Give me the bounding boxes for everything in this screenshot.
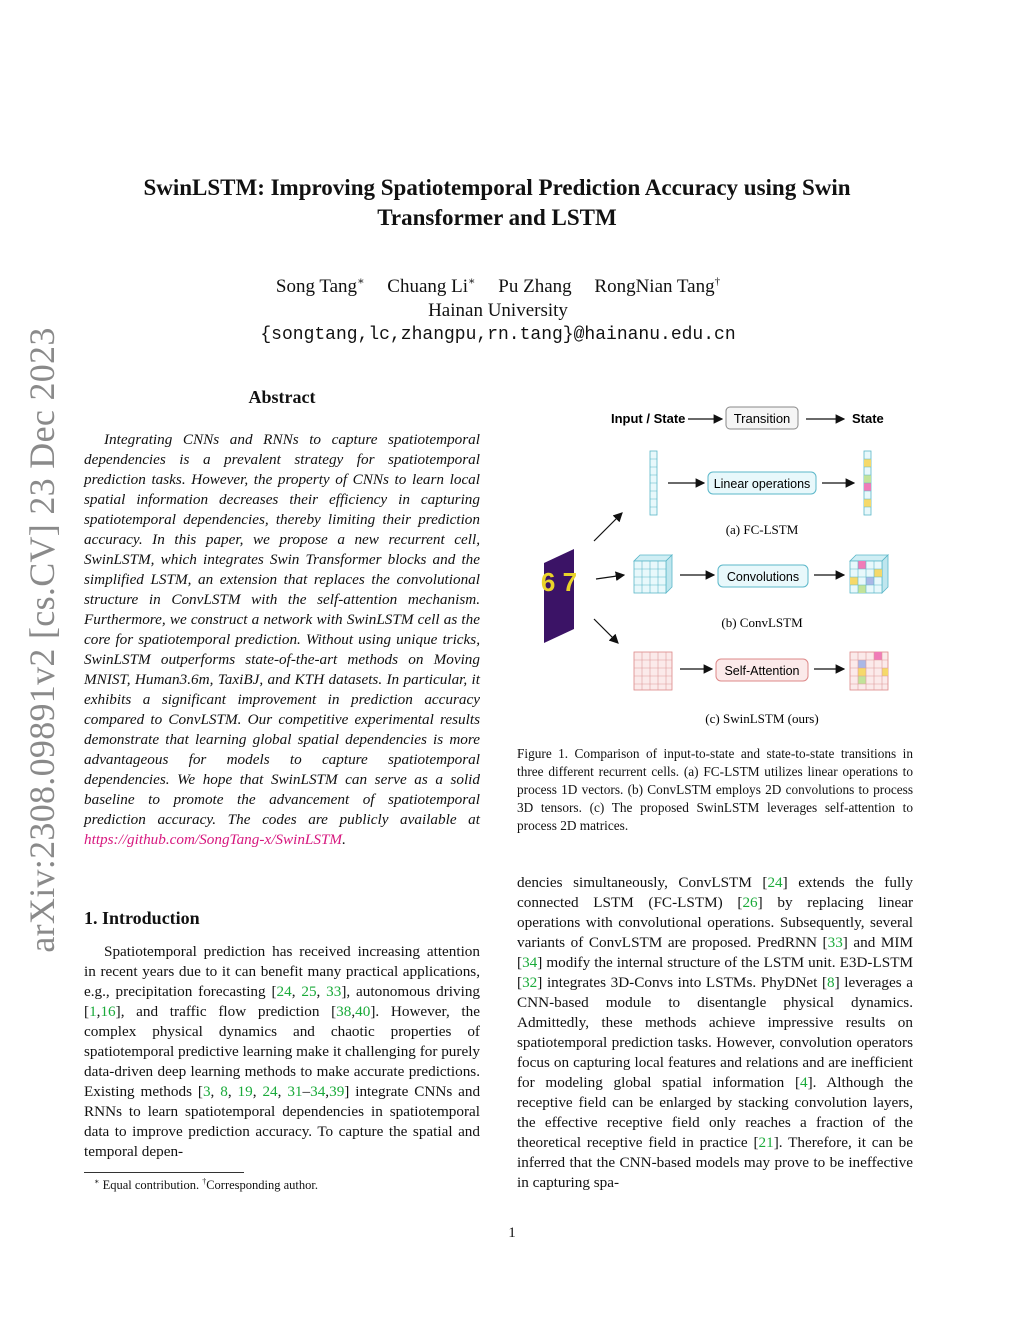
citation[interactable]: 16	[100, 1003, 116, 1020]
input-state-label: Input / State	[611, 411, 686, 426]
swinlstm-caption: (c) SwinLSTM (ours)	[705, 711, 819, 726]
page-number: 1	[508, 1225, 516, 1241]
author-2: Chuang Li∗	[387, 276, 476, 298]
author-block	[200, 270, 796, 347]
arrow	[594, 513, 622, 541]
author-3: Pu Zhang	[498, 276, 572, 298]
fc-lstm-caption: (a) FC-LSTM	[725, 522, 799, 537]
citation[interactable]: 26	[742, 894, 758, 911]
citation[interactable]: 21	[758, 1134, 774, 1151]
citation[interactable]: 39	[329, 1083, 345, 1100]
citation[interactable]: 19	[237, 1083, 253, 1100]
state-label: State	[852, 411, 884, 426]
conv-input-tensor	[634, 555, 672, 593]
citation[interactable]: 34	[522, 954, 538, 971]
digit-text: 6 7	[540, 567, 578, 597]
citation[interactable]: 38	[336, 1003, 352, 1020]
citation[interactable]: 3	[202, 1083, 211, 1100]
figure-1-diagram	[540, 403, 916, 733]
arxiv-stamp-text: arXiv:2308.09891v2 [cs.CV] 23 Dec 2023	[22, 327, 62, 953]
citation[interactable]: 4	[800, 1074, 808, 1091]
conv-output-tensor	[850, 555, 888, 593]
author-list	[200, 270, 796, 299]
author-emails: {songtang,lc,zhangpu,rn.tang}@hainanu.edu.cn	[260, 325, 736, 346]
citation[interactable]: 8	[827, 974, 835, 991]
citation[interactable]: 31	[287, 1083, 303, 1100]
citation[interactable]: 24	[767, 874, 783, 891]
abstract-heading: Abstract	[248, 387, 316, 407]
citation[interactable]: 8	[220, 1083, 228, 1100]
intro-heading: 1. Introduction	[84, 908, 200, 928]
footnote-rule	[84, 1172, 244, 1173]
right-column-paragraph: dencies simultaneously, ConvLSTM [24] extends the fully connected LSTM (FC-LSTM) [26] by replacing linear operations with convolutional operations. Subsequently, several variants of ConvLSTM are proposed. PredRNN [33] and MIM [34] modify the internal structure of the LSTM unit. E3D-LSTM [32] integrates 3D-Convs into LSTMs. PhyDNet [8] leverages a CNN-based module to disentangle physical dynamics. Admittedly, these methods achieve impressive results on spatiotemporal prediction tasks. However, convolution operators focus on capturing local features and relations and are inefficient for modeling global spatial information [4]. Although the receptive field can be enlarged by stacking convolution layers, the effective receptive field only reaches a fraction of the theoretical receptive field in practice [21]. Therefore, it can be inferred that the CNN-based models may prove to be ineffective in capturing spa-	[517, 874, 913, 1191]
convolutions-label: Convolutions	[726, 570, 800, 584]
citation[interactable]: 33	[326, 983, 342, 1000]
citation[interactable]: 24	[276, 983, 292, 1000]
abstract-body: Integrating CNNs and RNNs to capture spatiotemporal dependencies is a prevalent strategy for spatiotemporal prediction tasks. However, the property of CNNs to learn local spatial information decreases their efficiency in capturing spatiotemporal dependencies, thereby limiting their prediction accuracy. In this paper, we propose a new recurrent cell, SwinLSTM, which integrates Swin Transformer blocks and the simplified LSTM, an extension that replaces the convolutional structure in ConvLSTM with the self-attention mechanism. Furthermore, we construct a network with SwinLSTM cell as the core for spatiotemporal prediction. Without using unique tricks, SwinLSTM outperforms state-of-the-art methods on Moving MNIST, Human3.6m, TaxiBJ, and KTH datasets. In particular, it exhibits a significant improvement in prediction accuracy compared to ConvLSTM. Our competitive experimental results demonstrate that learning global spatial dependencies is more advantageous for models to capture spatiotemporal dependencies. We hope that SwinLSTM can serve as a solid baseline to promote the advancement of spatiotemporal prediction accuracy. The codes are publicly available at https://github.com/SongTang-x/SwinLSTM.	[84, 431, 480, 848]
swin-output-matrix	[850, 652, 888, 690]
citation[interactable]: 40	[355, 1003, 371, 1020]
intro-paragraph: Spatiotemporal prediction has received increasing attention in recent years due to it can benefit many practical applications, e.g., precipitation forecasting [24, 25, 33], autonomous driving [1,16], and traffic flow prediction [38,40]. However, the complex physical dynamics and chaotic properties of spatiotemporal predictive learning make it challenging for purely data-driven deep learning methods to make accurate predictions. Existing methods [3, 8, 19, 24, 31–34,39] integrate CNNs and RNNs to learn spatiotemporal dependencies in spatiotemporal data to improve prediction accuracy. To capture the spatial and temporal depen-	[84, 943, 481, 1160]
arrow	[596, 575, 624, 579]
fc-input-vector	[650, 451, 657, 515]
swin-input-matrix	[634, 652, 672, 690]
arrow	[594, 619, 618, 643]
citation[interactable]: 25	[301, 983, 317, 1000]
affiliation: Hainan University	[428, 300, 568, 322]
input-digit-image	[541, 549, 577, 643]
citation[interactable]: 24	[262, 1083, 278, 1100]
self-attention-label: Self-Attention	[724, 664, 800, 678]
code-link[interactable]: https://github.com/SongTang-x/SwinLSTM	[84, 831, 343, 848]
footnote: ∗ Equal contribution. †Corresponding author.	[94, 1177, 318, 1193]
transition-label: Transition	[733, 411, 791, 426]
citation[interactable]: 1	[89, 1003, 97, 1020]
citation[interactable]: 33	[827, 934, 843, 951]
fc-output-vector	[864, 451, 871, 515]
citation[interactable]: 34	[310, 1083, 326, 1100]
paper-title: SwinLSTM: Improving Spatiotemporal Prediction Accuracy using Swin Transformer and LSTM	[143, 175, 851, 230]
author-1: Song Tang∗	[275, 276, 365, 298]
figure-1-caption: Figure 1. Comparison of input-to-state and state-to-state transitions in three different recurrent cells. (a) FC-LSTM utilizes linear operations to process 1D vectors. (b) ConvLSTM employs 2D convolutions to process 3D tensors. (c) The proposed SwinLSTM leverages self-attention to process 2D matrices.	[517, 746, 913, 833]
citation[interactable]: 32	[522, 974, 538, 991]
convlstm-caption: (b) ConvLSTM	[721, 615, 803, 630]
linear-ops-label: Linear operations	[713, 477, 811, 491]
author-4: RongNian Tang†	[594, 276, 721, 298]
